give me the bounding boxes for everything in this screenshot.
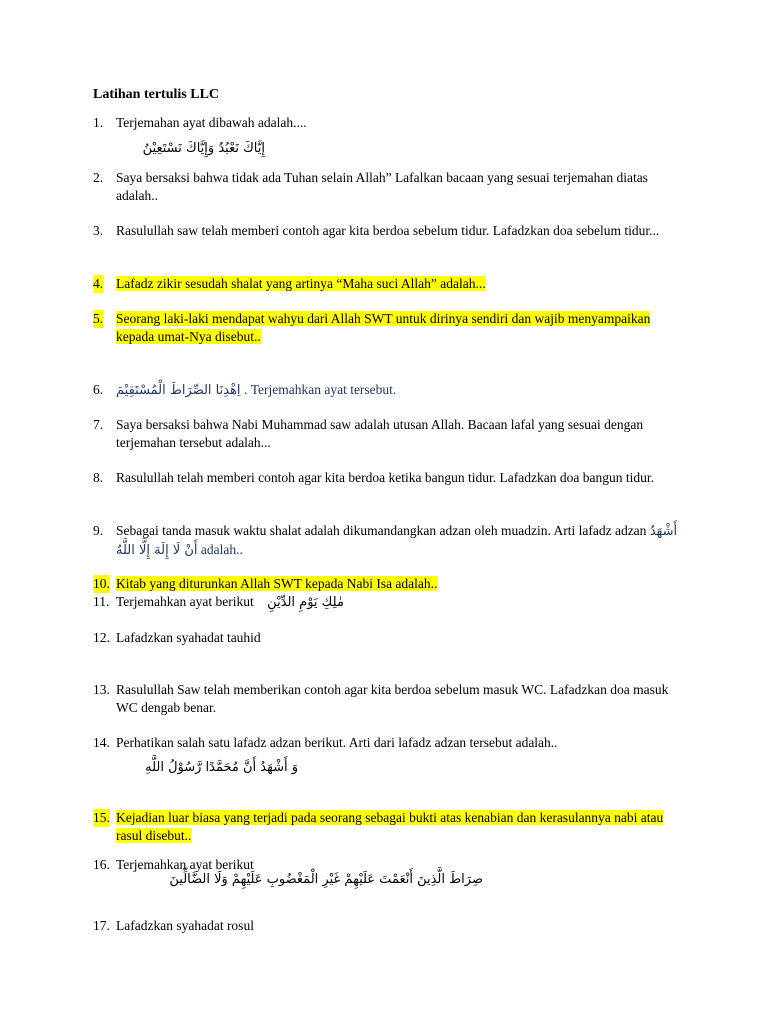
question-text: . Terjemahkan ayat tersebut. xyxy=(243,382,397,397)
question-13 xyxy=(93,681,683,717)
question-10 xyxy=(93,575,683,593)
arabic-verse: صِرَاطَ الَّذِينَ أَنْعَمْتَ عَلَيْهِمْ غَيْرِ الْمَغْضُوبِ عَلَيْهِمْ وَلَا الضَّالِّينَ xyxy=(169,872,483,887)
question-3 xyxy=(93,222,683,240)
question-15 xyxy=(93,809,683,845)
question-number: 1. xyxy=(93,115,104,130)
question-1 xyxy=(93,114,683,132)
question-text: Rasulullah telah memberi contoh agar kita berdoa ketika bangun tidur. Lafadzkan doa bangun tidur. xyxy=(116,470,654,485)
question-6 xyxy=(93,381,683,400)
question-text: Kejadian luar biasa yang terjadi pada seorang sebagai bukti atas kenabian dan kerasulannya nabi atau rasul disebut.. xyxy=(116,810,664,843)
question-text: Sebagai tanda masuk waktu shalat adalah dikumandangkan adzan oleh muadzin. Arti lafadz adzan xyxy=(116,523,647,538)
question-number: 7. xyxy=(93,417,104,432)
arabic-verse: أَشْهَدُ أَنْ لَا إِلَهَ إِلَّا اللَّهُ xyxy=(116,524,678,558)
question-number: 16. xyxy=(93,857,110,872)
question-14 xyxy=(93,734,683,752)
question-9 xyxy=(93,522,683,560)
question-text: Lafadz zikir sesudah shalat yang artinya “Maha suci Allah” adalah... xyxy=(116,276,486,291)
question-17 xyxy=(93,917,683,935)
arabic-verse: اِهْدِنَا الصِّرَاطَ الْمُسْتَقِيْمَ xyxy=(116,383,241,398)
question-number: 10. xyxy=(93,576,110,591)
question-text: Seorang laki-laki mendapat wahyu dari Allah SWT untuk dirinya sendiri dan wajib menyampaikan kepada umat-Nya disebut.. xyxy=(116,311,651,344)
question-number: 14. xyxy=(93,735,110,750)
question-number: 13. xyxy=(93,682,110,697)
question-number: 3. xyxy=(93,223,104,238)
question-suffix: adalah.. xyxy=(197,542,243,557)
document-title: Latihan tertulis LLC xyxy=(93,87,220,102)
question-4 xyxy=(93,275,683,293)
question-12 xyxy=(93,629,683,647)
question-text: Saya bersaksi bahwa Nabi Muhammad saw adalah utusan Allah. Bacaan lafal yang sesuai dengan terjemahan tersebut adalah... xyxy=(116,417,644,450)
question-text: Terjemahkan ayat berikut xyxy=(116,594,254,609)
question-number: 4. xyxy=(93,276,104,291)
question-number: 2. xyxy=(93,170,104,185)
question-number: 17. xyxy=(93,918,110,933)
question-number: 9. xyxy=(93,523,104,538)
question-2 xyxy=(93,169,683,205)
question-7 xyxy=(93,416,683,452)
question-8 xyxy=(93,469,683,487)
question-text: Terjemahan ayat dibawah adalah.... xyxy=(116,115,307,130)
question-number: 5. xyxy=(93,311,104,326)
question-number: 12. xyxy=(93,630,110,645)
question-number: 15. xyxy=(93,810,110,825)
question-text: Kitab yang diturunkan Allah SWT kepada Nabi Isa adalah.. xyxy=(116,576,438,591)
question-text: Rasulullah saw telah memberi contoh agar kita berdoa sebelum tidur. Lafadzkan doa sebelum tidur... xyxy=(116,223,660,238)
question-number: 8. xyxy=(93,470,104,485)
question-number: 11. xyxy=(93,594,110,609)
question-number: 6. xyxy=(93,382,104,397)
question-text: Lafadzkan syahadat tauhid xyxy=(116,630,261,645)
arabic-verse: إِيَّاكَ نَعْبُدُ وَإِيَّاكَ نَسْتَعِيْنُ xyxy=(142,141,265,156)
arabic-verse: وَ أَشْهَدُ أَنَّ مُحَمَّدًا رَّسُوْلُ اللَّهِ xyxy=(145,760,298,775)
arabic-verse: مٰلِكِ يَوْمِ الدِّيْنِ xyxy=(267,595,344,610)
question-text: Saya bersaksi bahwa tidak ada Tuhan selain Allah” Lafalkan bacaan yang sesuai terjemahan diatas adalah.. xyxy=(116,170,648,203)
question-11 xyxy=(93,593,683,612)
question-text: Lafadzkan syahadat rosul xyxy=(116,918,254,933)
question-text: Perhatikan salah satu lafadz adzan berikut. Arti dari lafadz adzan tersebut adalah.. xyxy=(116,735,558,750)
question-text: Terjemahkan ayat berikut xyxy=(116,857,254,872)
question-5 xyxy=(93,310,683,346)
question-text: Rasulullah Saw telah memberikan contoh agar kita berdoa sebelum masuk WC. Lafadzkan doa masuk WC dengab benar. xyxy=(116,682,669,715)
